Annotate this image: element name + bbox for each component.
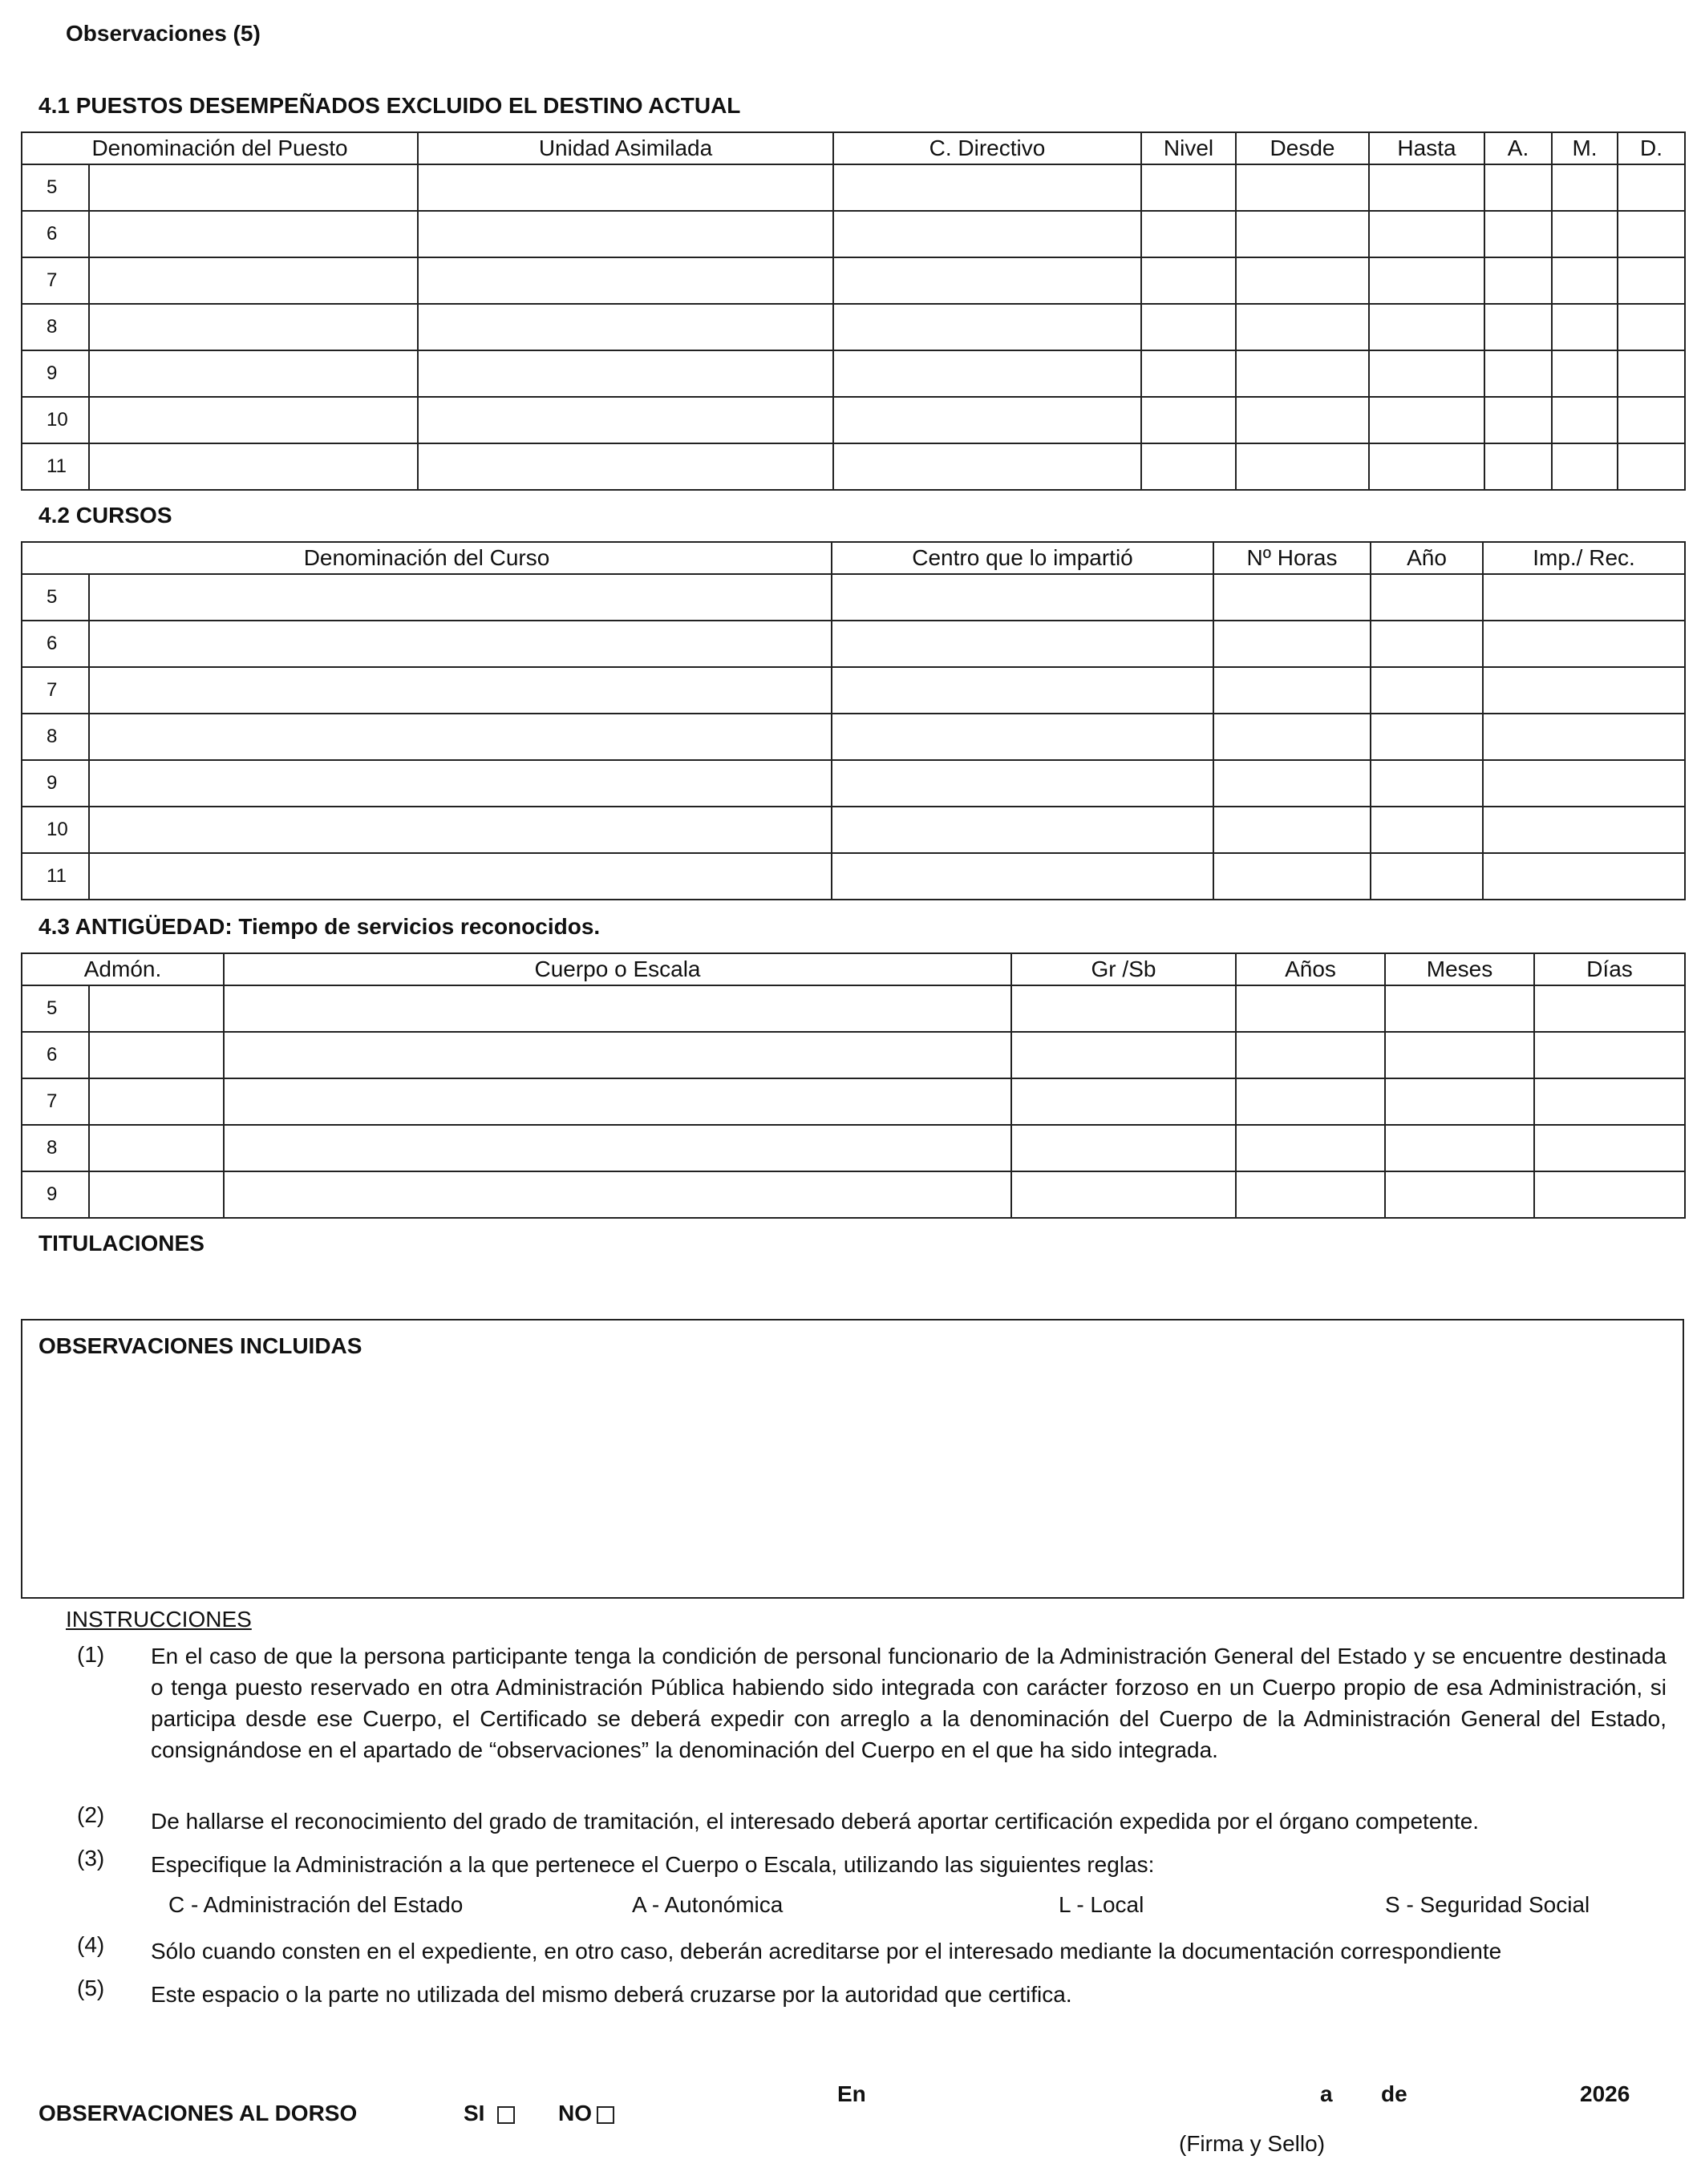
- instruccion-5-num: (5): [77, 1976, 105, 2000]
- table-cell[interactable]: [1534, 1078, 1685, 1125]
- cursos-col-4: Imp./ Rec.: [1483, 542, 1685, 574]
- table-cell[interactable]: [418, 397, 833, 443]
- table-cell[interactable]: [833, 443, 1141, 490]
- instruccion-2-num: (2): [77, 1802, 105, 1827]
- table-cell[interactable]: [1484, 257, 1552, 304]
- table-cell[interactable]: [224, 1078, 1011, 1125]
- table-cell[interactable]: [89, 1078, 224, 1125]
- table-cell[interactable]: [1484, 164, 1552, 211]
- antiguedad-col-4: Meses: [1385, 953, 1534, 985]
- table-cell[interactable]: [1618, 397, 1685, 443]
- table-cell[interactable]: [418, 350, 833, 397]
- section-42-title: 4.2 CURSOS: [38, 503, 172, 528]
- antiguedad-table: [21, 952, 1686, 1219]
- table-cell[interactable]: [832, 807, 1213, 853]
- table-row: [22, 443, 1685, 490]
- table-cell[interactable]: [1213, 760, 1371, 807]
- instruccion-3-num: (3): [77, 1846, 105, 1871]
- instruccion-1-text: En el caso de que la persona participante tenga la condición de personal funcionario de la Administración General del Estado y se encuentre destinada o tenga puesto reservado en otra Administración Pública habiendo sido integrada con carácter forzoso en un Cuerpo propio de esa Administración, si participa desde ese Cuerpo, el Certificado se deberá expedir con arreglo a la denominación del Cuerpo de la Administración General del Estado, consignándose en el apartado de “observaciones” la denominación del Cuerpo en el que ha sido integrada.: [151, 1644, 1667, 1762]
- table-row: [22, 853, 1685, 900]
- no-label: NO: [558, 2101, 592, 2125]
- row-number: 5: [22, 574, 89, 621]
- antiguedad-col-3: Años: [1236, 953, 1385, 985]
- table-cell[interactable]: [1236, 211, 1369, 257]
- table-cell[interactable]: [89, 257, 418, 304]
- table-row: [22, 397, 1685, 443]
- row-number: 11: [22, 853, 89, 900]
- row-number: 6: [22, 1032, 89, 1078]
- table-cell[interactable]: [833, 164, 1141, 211]
- cursos-col-3: Año: [1371, 542, 1483, 574]
- puestos-col-5: Hasta: [1369, 132, 1484, 164]
- row-number: 10: [22, 397, 89, 443]
- table-cell[interactable]: [1371, 853, 1483, 900]
- table-cell[interactable]: [1213, 807, 1371, 853]
- table-cell[interactable]: [1385, 1125, 1534, 1171]
- table-cell[interactable]: [224, 1171, 1011, 1218]
- row-number: 9: [22, 350, 89, 397]
- table-cell[interactable]: [1385, 1171, 1534, 1218]
- puestos-col-8: D.: [1618, 132, 1685, 164]
- table-cell[interactable]: [1618, 257, 1685, 304]
- section-41-title: 4.1 PUESTOS DESEMPEÑADOS EXCLUIDO EL DESTINO ACTUAL: [38, 93, 741, 118]
- table-cell[interactable]: [833, 257, 1141, 304]
- table-cell[interactable]: [1534, 1125, 1685, 1171]
- table-cell[interactable]: [1236, 1171, 1385, 1218]
- table-cell[interactable]: [89, 621, 832, 667]
- table-cell[interactable]: [1236, 397, 1369, 443]
- table-cell[interactable]: [1141, 304, 1236, 350]
- row-number: 11: [22, 443, 89, 490]
- row-number: 5: [22, 985, 89, 1032]
- table-cell[interactable]: [224, 1125, 1011, 1171]
- titulaciones-label: TITULACIONES: [38, 1231, 205, 1256]
- table-cell[interactable]: [1011, 1078, 1236, 1125]
- row-number: 10: [22, 807, 89, 853]
- instruccion-3-text: Especifique la Administración a la que pertenece el Cuerpo o Escala, utilizando las siguientes reglas:: [151, 1852, 1155, 1877]
- table-cell[interactable]: [1534, 1032, 1685, 1078]
- table-cell[interactable]: [1213, 853, 1371, 900]
- antiguedad-col-0: Admón.: [22, 953, 224, 985]
- table-row: [22, 257, 1685, 304]
- table-cell[interactable]: [1483, 807, 1685, 853]
- table-cell[interactable]: [1369, 443, 1484, 490]
- table-row: [22, 164, 1685, 211]
- row-number: 6: [22, 211, 89, 257]
- antiguedad-col-1: Cuerpo o Escala: [224, 953, 1011, 985]
- table-cell[interactable]: [1369, 257, 1484, 304]
- table-cell[interactable]: [1369, 397, 1484, 443]
- regla-a: A - Autonómica: [632, 1892, 784, 1917]
- no-checkbox[interactable]: [597, 2106, 614, 2124]
- instruccion-1-num: (1): [77, 1642, 105, 1667]
- table-cell[interactable]: [418, 164, 833, 211]
- table-cell[interactable]: [89, 350, 418, 397]
- table-cell[interactable]: [1369, 211, 1484, 257]
- table-row: [22, 350, 1685, 397]
- table-cell[interactable]: [1483, 667, 1685, 714]
- cursos-col-0: Denominación del Curso: [22, 542, 832, 574]
- table-row: [22, 1032, 1685, 1078]
- table-cell[interactable]: [1141, 397, 1236, 443]
- puestos-table: [21, 131, 1686, 491]
- antiguedad-col-2: Gr /Sb: [1011, 953, 1236, 985]
- table-cell[interactable]: [89, 760, 832, 807]
- table-cell[interactable]: [1236, 1125, 1385, 1171]
- table-cell[interactable]: [1484, 304, 1552, 350]
- puestos-col-7: M.: [1552, 132, 1618, 164]
- row-number: 7: [22, 257, 89, 304]
- puestos-col-1: Unidad Asimilada: [418, 132, 833, 164]
- table-cell[interactable]: [418, 304, 833, 350]
- table-cell[interactable]: [1618, 350, 1685, 397]
- table-cell[interactable]: [1369, 164, 1484, 211]
- si-label: SI: [464, 2101, 485, 2125]
- cursos-table: [21, 541, 1686, 900]
- table-cell[interactable]: [832, 574, 1213, 621]
- table-cell[interactable]: [89, 807, 832, 853]
- no-option[interactable]: [558, 2101, 614, 2126]
- table-cell[interactable]: [1385, 1078, 1534, 1125]
- table-cell[interactable]: [89, 164, 418, 211]
- antiguedad-col-5: Días: [1534, 953, 1685, 985]
- table-cell[interactable]: [1371, 574, 1483, 621]
- table-cell[interactable]: [1618, 211, 1685, 257]
- table-row: [22, 1171, 1685, 1218]
- table-cell[interactable]: [1484, 397, 1552, 443]
- si-option[interactable]: [464, 2101, 515, 2126]
- table-row: [22, 714, 1685, 760]
- puestos-header-row: [22, 132, 1685, 164]
- table-cell[interactable]: [1236, 1032, 1385, 1078]
- instrucciones-heading: INSTRUCCIONES: [66, 1607, 252, 1632]
- table-row: [22, 760, 1685, 807]
- en-label: En: [837, 2081, 866, 2106]
- table-cell[interactable]: [1552, 350, 1618, 397]
- table-cell[interactable]: [1011, 985, 1236, 1032]
- table-cell[interactable]: [833, 304, 1141, 350]
- instruccion-4-text: Sólo cuando consten en el expediente, en otro caso, deberán acreditarse por el interesado mediante la documentación correspondiente: [151, 1939, 1502, 1964]
- row-number: 7: [22, 667, 89, 714]
- table-cell[interactable]: [1011, 1032, 1236, 1078]
- puestos-col-2: C. Directivo: [833, 132, 1141, 164]
- table-row: [22, 667, 1685, 714]
- instruccion-4-num: (4): [77, 1932, 105, 1957]
- table-cell[interactable]: [1236, 304, 1369, 350]
- table-cell[interactable]: [1369, 350, 1484, 397]
- table-row: [22, 985, 1685, 1032]
- section-43-title: 4.3 ANTIGÜEDAD: Tiempo de servicios reconocidos.: [38, 914, 601, 939]
- antiguedad-header-row: [22, 953, 1685, 985]
- cursos-col-1: Centro que lo impartió: [832, 542, 1213, 574]
- table-row: [22, 621, 1685, 667]
- table-cell[interactable]: [1534, 1171, 1685, 1218]
- table-cell[interactable]: [418, 443, 833, 490]
- a-label: a: [1320, 2081, 1333, 2106]
- table-cell[interactable]: [224, 985, 1011, 1032]
- table-cell[interactable]: [1236, 350, 1369, 397]
- table-cell[interactable]: [1141, 443, 1236, 490]
- table-cell[interactable]: [1213, 621, 1371, 667]
- table-cell[interactable]: [1213, 714, 1371, 760]
- table-cell[interactable]: [1371, 807, 1483, 853]
- table-cell[interactable]: [89, 667, 832, 714]
- table-cell[interactable]: [1483, 621, 1685, 667]
- year-label: 2026: [1580, 2081, 1630, 2106]
- table-cell[interactable]: [1236, 164, 1369, 211]
- observaciones-incluidas-box[interactable]: [21, 1319, 1684, 1599]
- row-number: 7: [22, 1078, 89, 1125]
- cursos-col-2: Nº Horas: [1213, 542, 1371, 574]
- table-cell[interactable]: [89, 714, 832, 760]
- table-cell[interactable]: [1618, 304, 1685, 350]
- row-number: 8: [22, 304, 89, 350]
- puestos-col-4: Desde: [1236, 132, 1369, 164]
- row-number: 9: [22, 1171, 89, 1218]
- table-cell[interactable]: [832, 853, 1213, 900]
- table-cell[interactable]: [1484, 211, 1552, 257]
- table-cell[interactable]: [1385, 985, 1534, 1032]
- table-cell[interactable]: [1552, 443, 1618, 490]
- observaciones-dorso-label: OBSERVACIONES AL DORSO: [38, 2101, 358, 2125]
- table-cell[interactable]: [89, 1032, 224, 1078]
- regla-s: S - Seguridad Social: [1385, 1892, 1590, 1917]
- de-label: de: [1381, 2081, 1407, 2106]
- table-cell[interactable]: [1552, 397, 1618, 443]
- table-cell[interactable]: [89, 397, 418, 443]
- table-cell[interactable]: [1552, 257, 1618, 304]
- table-cell[interactable]: [1385, 1032, 1534, 1078]
- table-cell[interactable]: [1483, 853, 1685, 900]
- table-cell[interactable]: [1483, 574, 1685, 621]
- table-cell[interactable]: [1618, 443, 1685, 490]
- table-cell[interactable]: [89, 443, 418, 490]
- table-cell[interactable]: [1534, 985, 1685, 1032]
- table-cell[interactable]: [1484, 443, 1552, 490]
- table-cell[interactable]: [1213, 574, 1371, 621]
- table-cell[interactable]: [1371, 760, 1483, 807]
- table-cell[interactable]: [1213, 667, 1371, 714]
- row-number: 8: [22, 714, 89, 760]
- table-row: [22, 807, 1685, 853]
- table-cell[interactable]: [1618, 164, 1685, 211]
- table-cell[interactable]: [1236, 257, 1369, 304]
- table-cell[interactable]: [1141, 257, 1236, 304]
- table-cell[interactable]: [1483, 714, 1685, 760]
- table-cell[interactable]: [1483, 760, 1685, 807]
- table-cell[interactable]: [1141, 211, 1236, 257]
- table-cell[interactable]: [418, 257, 833, 304]
- table-cell[interactable]: [1236, 985, 1385, 1032]
- table-cell[interactable]: [89, 1171, 224, 1218]
- table-row: [22, 211, 1685, 257]
- row-number: 5: [22, 164, 89, 211]
- table-cell[interactable]: [833, 350, 1141, 397]
- regla-c: C - Administración del Estado: [168, 1892, 464, 1917]
- table-row: [22, 1078, 1685, 1125]
- table-cell[interactable]: [1141, 164, 1236, 211]
- table-cell[interactable]: [89, 985, 224, 1032]
- puestos-col-0: Denominación del Puesto: [22, 132, 418, 164]
- regla-l: L - Local: [1059, 1892, 1144, 1917]
- table-cell[interactable]: [1552, 211, 1618, 257]
- si-checkbox[interactable]: [497, 2106, 515, 2124]
- table-cell[interactable]: [89, 211, 418, 257]
- row-number: 9: [22, 760, 89, 807]
- row-number: 6: [22, 621, 89, 667]
- table-cell[interactable]: [89, 574, 832, 621]
- firma-sello-label: (Firma y Sello): [1179, 2131, 1326, 2156]
- table-cell[interactable]: [1236, 1078, 1385, 1125]
- table-row: [22, 304, 1685, 350]
- table-cell[interactable]: [1011, 1125, 1236, 1171]
- instruccion-2-text: De hallarse el reconocimiento del grado de tramitación, el interesado deberá aportar certificación expedida por el órgano competente.: [151, 1809, 1480, 1834]
- table-cell[interactable]: [1371, 714, 1483, 760]
- row-number: 8: [22, 1125, 89, 1171]
- table-cell[interactable]: [833, 211, 1141, 257]
- observaciones-incluidas-label: OBSERVACIONES INCLUIDAS: [38, 1333, 362, 1358]
- puestos-col-3: Nivel: [1141, 132, 1236, 164]
- observaciones-header: Observaciones (5): [66, 21, 261, 46]
- table-cell[interactable]: [418, 211, 833, 257]
- table-cell[interactable]: [1371, 667, 1483, 714]
- table-cell[interactable]: [89, 853, 832, 900]
- table-row: [22, 1125, 1685, 1171]
- table-cell[interactable]: [833, 397, 1141, 443]
- table-cell[interactable]: [1011, 1171, 1236, 1218]
- puestos-col-6: A.: [1484, 132, 1552, 164]
- table-cell[interactable]: [224, 1032, 1011, 1078]
- table-cell[interactable]: [89, 304, 418, 350]
- instruccion-5-text: Este espacio o la parte no utilizada del mismo deberá cruzarse por la autoridad que certifica.: [151, 1982, 1072, 2007]
- table-row: [22, 574, 1685, 621]
- table-cell[interactable]: [89, 1125, 224, 1171]
- table-cell[interactable]: [1484, 350, 1552, 397]
- table-cell[interactable]: [1552, 164, 1618, 211]
- table-cell[interactable]: [1236, 443, 1369, 490]
- table-cell[interactable]: [1141, 350, 1236, 397]
- table-cell[interactable]: [832, 714, 1213, 760]
- cursos-header-row: [22, 542, 1685, 574]
- table-cell[interactable]: [832, 760, 1213, 807]
- table-cell[interactable]: [1552, 304, 1618, 350]
- table-cell[interactable]: [832, 667, 1213, 714]
- table-cell[interactable]: [1371, 621, 1483, 667]
- table-cell[interactable]: [832, 621, 1213, 667]
- table-cell[interactable]: [1369, 304, 1484, 350]
